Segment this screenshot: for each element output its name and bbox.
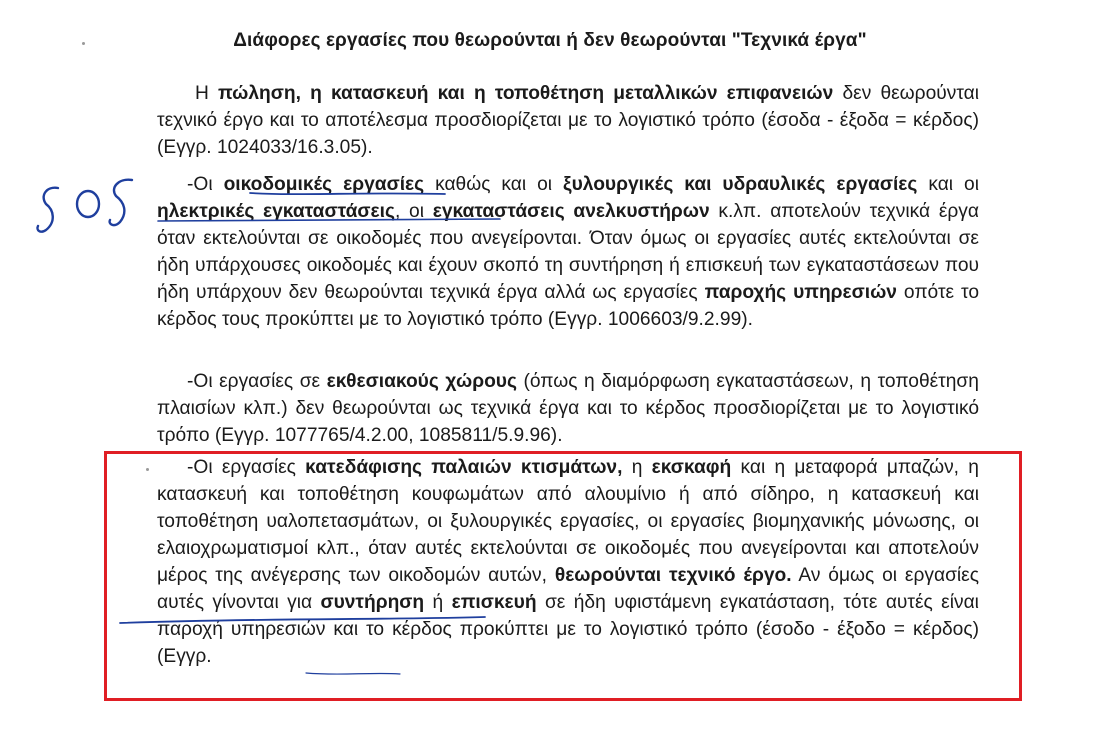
bold-phrase: εκθεσιακούς χώρους	[326, 371, 517, 392]
scan-speck	[146, 468, 149, 471]
bold-phrase: συντήρηση	[320, 592, 425, 613]
paragraph-text: (όπως η διαμόρφωση εγκαταστάσεων, η τοποθέτηση πλαισίων κλπ.) δεν θεωρούνται ως τεχνικά έργα και το κέρδος προσδιορίζεται με το λογιστικό τρόπο (Εγγρ. 1077765/4.2.00, 1085811/5.9.96).	[157, 371, 979, 446]
highlight-box	[104, 451, 1022, 701]
bold-phrase: οικοδομικές εργασίες	[223, 174, 425, 195]
paragraph-lead-word: Η	[195, 83, 209, 104]
paragraph-2	[157, 171, 979, 333]
paragraph-text: εργασίες	[221, 457, 296, 478]
paragraph-text: και οι	[928, 174, 979, 195]
paragraph-lead-word: -Οι	[187, 457, 213, 478]
scan-speck	[82, 42, 85, 45]
paragraph-3	[157, 368, 979, 449]
paragraph-text: Αν όμως οι εργασίες αυτές γίνονται για	[157, 565, 979, 613]
bold-phrase: πώληση, η κατασκευή και η τοποθέτηση μεταλλικών επιφανειών	[218, 83, 834, 104]
bold-phrase: ηλεκτρικές εγκαταστάσεις	[157, 201, 395, 222]
bold-phrase: εγκαταστάσεις ανελκυστήρων	[432, 201, 710, 222]
page-title: Διάφορες εργασίες που θεωρούνται ή δεν θεωρούνται "Τεχνικά έργα"	[233, 30, 867, 51]
paragraph-text: δεν θεωρούνται τεχνικό έργο και το αποτέλεσμα προσδιορίζεται με το λογιστικό τρόπο (έσοδα - έξοδα = κέρδος) (Εγγρ. 1024033/16.3.05).	[157, 83, 979, 158]
paragraph-text: κ.λπ. αποτελούν τεχνικά έργα όταν εκτελούνται σε οικοδομές που ανεγείρονται. Όταν όμως οι εργασίες αυτές εκτελούνται σε ήδη υπάρχουσες οικοδομές και έχουν σκοπό τη συντήρηση ή επισκευή των εγκαταστάσεων που ήδη υπάρχουν δεν θεωρούνται τεχνικά έργα αλλά ως εργασίες	[157, 201, 979, 303]
paragraph-text: , οι	[394, 201, 424, 222]
paragraph-text: σε ήδη υφιστάμενη εγκατάσταση, τότε αυτές είναι παροχή υπηρεσιών και το κέρδος προκύπτει με το λογιστικό τρόπο (έσοδο - έξοδο = κέρδος) (Εγγρ.	[157, 592, 979, 667]
bold-phrase: παροχής υπηρεσιών	[704, 282, 897, 303]
paragraph-text: ή	[432, 592, 444, 613]
bold-phrase: εκσκαφή	[651, 457, 732, 478]
bold-phrase: κατεδάφισης παλαιών κτισμάτων,	[305, 457, 623, 478]
bold-phrase: ξυλουργικές και υδραυλικές εργασίες	[563, 174, 918, 195]
paragraph-text: η	[631, 457, 643, 478]
bold-phrase: θεωρούνται τεχνικό έργο.	[554, 565, 792, 586]
paragraph-text: οπότε το κέρδος τους προκύπτει με το λογιστικό τρόπο (Εγγρ. 1006603/9.2.99).	[157, 282, 979, 330]
paragraph-lead-word: -Οι	[187, 371, 213, 392]
handwritten-note	[28, 170, 148, 250]
paragraph-lead-word: -Οι	[187, 174, 213, 195]
paragraph-1	[157, 80, 979, 161]
paragraph-text: και η μεταφορά μπαζών, η κατασκευή και τοποθέτηση κουφωμάτων από αλουμίνιο ή από σίδηρο, η κατασκευή και τοποθέτηση υαλοπετασμάτων, οι ξυλουργικές εργασίες, οι εργασίες βιομηχανικής μόνωσης, οι ελαιοχρωματισμοί κλπ., όταν αυτές εκτελούνται σε οικοδομές που ανεγείρονται και αποτελούν μέρος της ανέγερσης των οικοδομών αυτών,	[157, 457, 979, 586]
paragraph-text: εργασίες σε	[219, 371, 321, 392]
paragraph-text: καθώς και οι	[435, 174, 553, 195]
bold-phrase: επισκευή	[451, 592, 537, 613]
